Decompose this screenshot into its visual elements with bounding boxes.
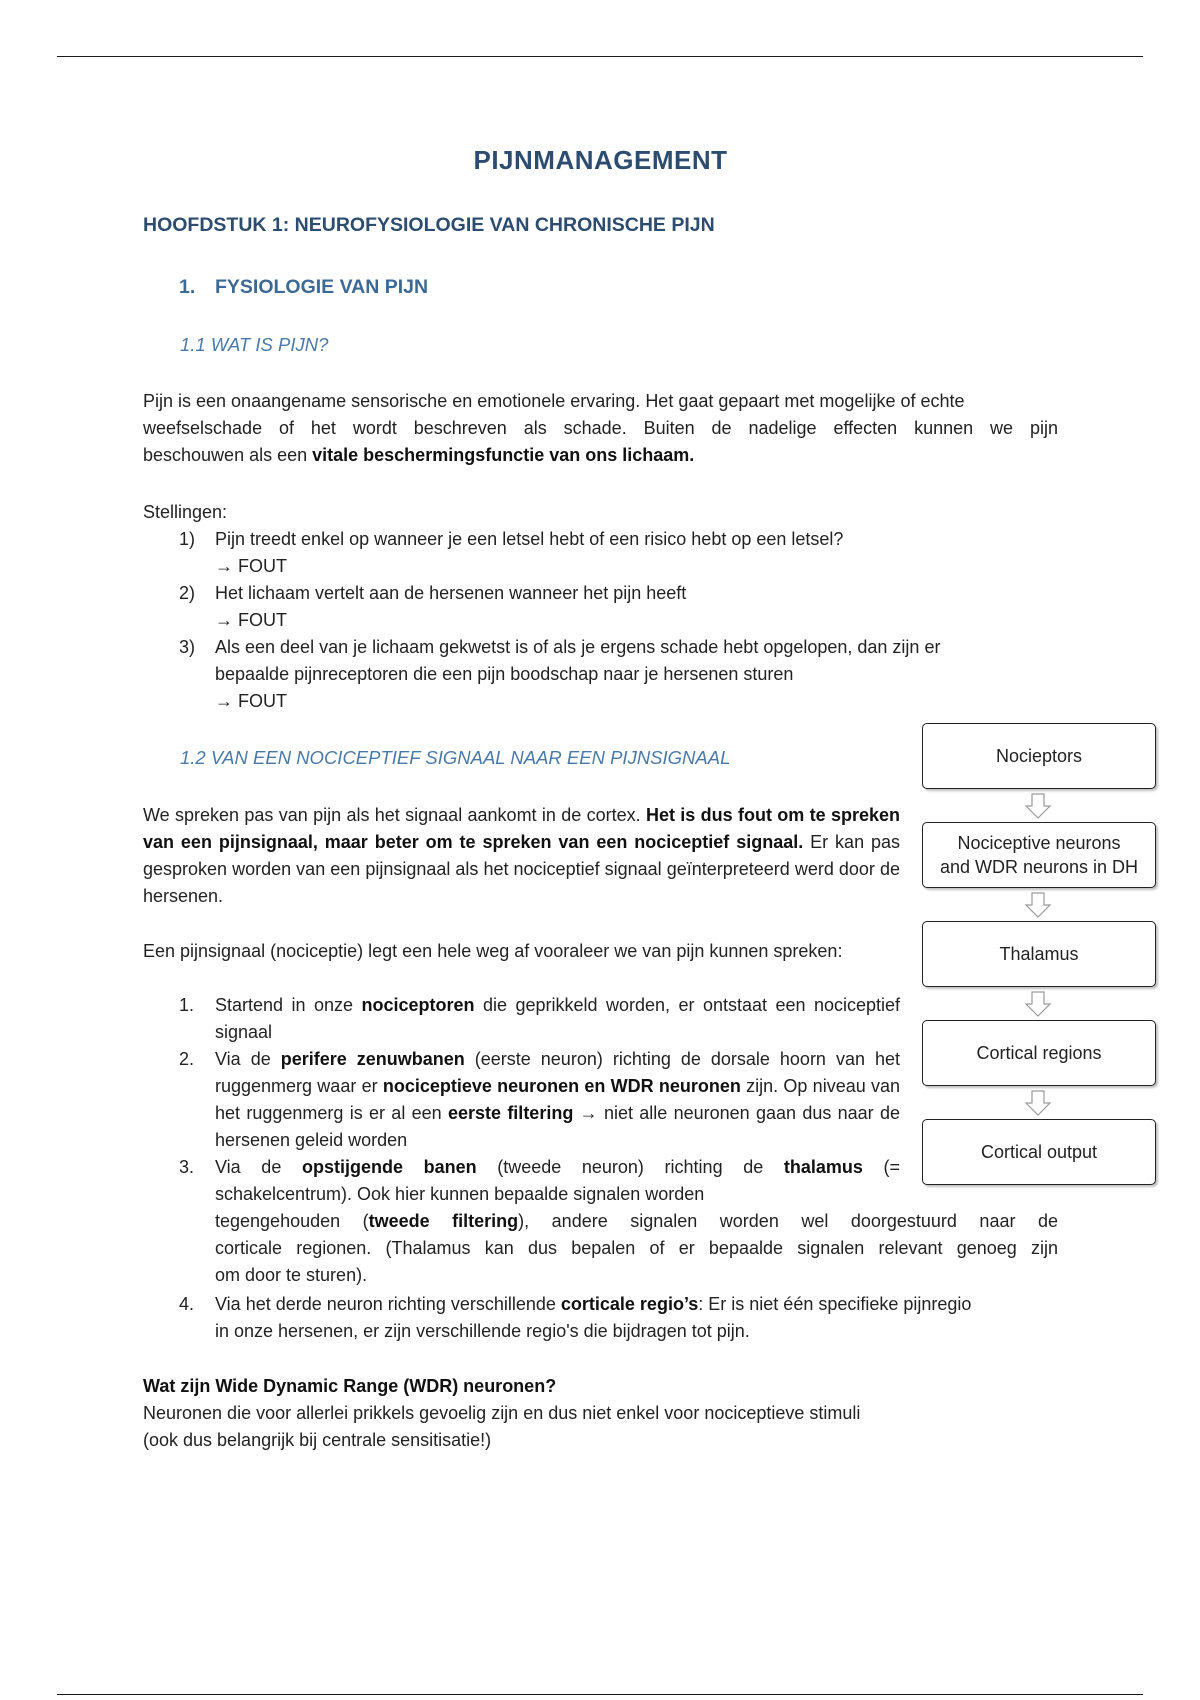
step-1-text-a: Startend in onze <box>215 995 362 1015</box>
step-3-emphasis-g: tweede filtering <box>368 1211 519 1231</box>
step-3-text-a: Via de <box>215 1157 302 1177</box>
p12-text-c: Er kan pas gesproken worden van een pijnsignaal als het nociceptief signaal geïnterpreteerd werd door de hersenen. <box>143 832 901 906</box>
step-3-text-c: (tweede neuron) richting de <box>476 1157 784 1177</box>
wdr-question-text: Wat zijn Wide Dynamic Range (WDR) neuronen? <box>143 1376 557 1396</box>
footer-rule <box>57 1694 1143 1695</box>
step-1-emphasis: nociceptoren <box>361 995 475 1015</box>
wdr-answer-line-1: Neuronen die voor allerlei prikkels gevoelig zijn en dus niet enkel voor nociceptieve stimuli <box>143 1403 861 1423</box>
step-number: 4. <box>179 1294 195 1314</box>
down-arrow-icon <box>1024 1089 1052 1117</box>
step-4-line-1 <box>215 1291 971 1318</box>
subsection-heading-1-1: 1.1 WAT IS PIJN? <box>180 334 329 355</box>
step-3-line-3 <box>215 1208 1058 1235</box>
intro-line-3-text: beschouwen als een <box>143 445 313 465</box>
step-3-text-h: ), andere signalen worden wel doorgestuurd naar de <box>518 1211 1058 1231</box>
stelling-answer: → FOUT <box>215 556 287 576</box>
stelling-number: 3) <box>179 637 196 657</box>
p12-emphasis: Het is dus fout om te spreken van een pijnsignaal, maar beter om te spreken van een nociceptief signaal. <box>143 805 900 852</box>
subsection-heading-1-2: 1.2 VAN EEN NOCICEPTIEF SIGNAAL NAAR EEN PIJNSIGNAAL <box>180 747 731 768</box>
flow-box-line-1: Nociceptive neurons <box>957 833 1121 853</box>
wdr-question <box>143 1373 556 1400</box>
step-text <box>215 1154 900 1208</box>
step-text <box>215 1046 900 1154</box>
intro-emphasis: vitale beschermingsfunctie van ons lichaam. <box>312 445 695 465</box>
step-4-text-c: : Er is niet één specifieke pijnregio <box>698 1294 972 1314</box>
intro-line-3 <box>143 442 1058 469</box>
step-2-text-e: zijn. Op niveau van het ruggenmerg is er al een <box>215 1076 901 1123</box>
step-3-text-e: (= schakelcentrum). Ook hier kunnen bepaalde signalen worden <box>215 1157 901 1204</box>
section-heading-1 <box>179 276 428 299</box>
step-3-emphasis-d: thalamus <box>783 1157 863 1177</box>
step-2-emphasis-f: eerste filtering <box>447 1103 574 1123</box>
p12-text-a: We spreken pas van pijn als het signaal aankomt in de cortex. <box>143 805 646 825</box>
step-2-text-g: → niet alle neuronen gaan dus naar de hersenen geleid worden <box>215 1103 901 1150</box>
step-3-emphasis-b: opstijgende banen <box>301 1157 477 1177</box>
stelling-answer: → FOUT <box>215 610 287 630</box>
down-arrow-icon <box>1024 891 1052 919</box>
stellingen-label: Stellingen: <box>143 502 228 522</box>
step-2-text-c: (eerste neuron) richting de dorsale hoorn van het ruggenmerg waar er <box>215 1049 900 1096</box>
flow-box-cortical-regions: Cortical regions <box>922 1020 1156 1086</box>
flow-box-nociceptive-neurons <box>922 822 1156 888</box>
stelling-number: 1) <box>179 529 196 549</box>
step-2-emphasis-d: nociceptieve neuronen en WDR neuronen <box>382 1076 741 1096</box>
chapter-heading: HOOFDSTUK 1: NEUROFYSIOLOGIE VAN CHRONISCHE PIJN <box>143 214 715 236</box>
step-number: 2. <box>179 1049 195 1069</box>
step-3-text-f: tegengehouden ( <box>215 1211 369 1231</box>
step-number: 1. <box>179 995 195 1015</box>
flow-box-thalamus: Thalamus <box>922 921 1156 987</box>
step-1-text-c: die geprikkeld worden, er ontstaat een nociceptief signaal <box>215 995 901 1042</box>
stelling-text: Pijn treedt enkel op wanneer je een letsel hebt of een risico hebt op een letsel? <box>215 529 844 549</box>
step-2-text-a: Via de <box>215 1049 281 1069</box>
step-4-text-a: Via het derde neuron richting verschillende <box>215 1294 561 1314</box>
paragraph-pijnsignaal: Een pijnsignaal (nociceptie) legt een hele weg af vooraleer we van pijn kunnen spreken: <box>143 941 843 961</box>
stelling-number: 2) <box>179 583 196 603</box>
step-number: 3. <box>179 1157 195 1177</box>
stelling-answer: → FOUT <box>215 691 287 711</box>
stelling-text-2: bepaalde pijnreceptoren die een pijn boodschap naar je hersenen sturen <box>215 664 794 684</box>
intro-line-2: weefselschade of het wordt beschreven als schade. Buiten de nadelige effecten kunnen we pijn <box>143 418 1058 438</box>
section-label: FYSIOLOGIE VAN PIJN <box>215 276 429 298</box>
stelling-text: Het lichaam vertelt aan de hersenen wanneer het pijn heeft <box>215 583 687 603</box>
step-text <box>215 992 900 1046</box>
stelling-text: Als een deel van je lichaam gekwetst is of als je ergens schade hebt opgelopen, dan zijn er <box>215 637 941 657</box>
section-number: 1. <box>179 276 196 298</box>
down-arrow-icon <box>1024 792 1052 820</box>
step-3-line-4: corticale regionen. (Thalamus kan dus bepalen of er bepaalde signalen relevant genoeg zijn <box>215 1238 1058 1258</box>
step-4-emphasis: corticale regio’s <box>560 1294 699 1314</box>
step-3-line-5: om door te sturen). <box>215 1265 368 1285</box>
step-2-emphasis-b: perifere zenuwbanen <box>280 1049 465 1069</box>
intro-line-1: Pijn is een onaangename sensorische en emotionele ervaring. Het gaat gepaart met mogelijke of echte <box>143 391 965 411</box>
flow-box-cortical-output: Cortical output <box>922 1119 1156 1185</box>
intro-paragraph <box>143 388 1058 469</box>
page-title: PIJNMANAGEMENT <box>473 145 728 175</box>
flow-box-nocieptors: Nocieptors <box>922 723 1156 789</box>
down-arrow-icon <box>1024 990 1052 1018</box>
step-4-line-2: in onze hersenen, er zijn verschillende regio's die bijdragen tot pijn. <box>215 1321 750 1341</box>
flow-box-line-2: and WDR neurons in DH <box>939 857 1139 877</box>
wdr-answer-line-2: (ook dus belangrijk bij centrale sensitisatie!) <box>143 1430 492 1450</box>
header-rule <box>57 56 1143 57</box>
paragraph-nociceptief <box>143 802 900 910</box>
